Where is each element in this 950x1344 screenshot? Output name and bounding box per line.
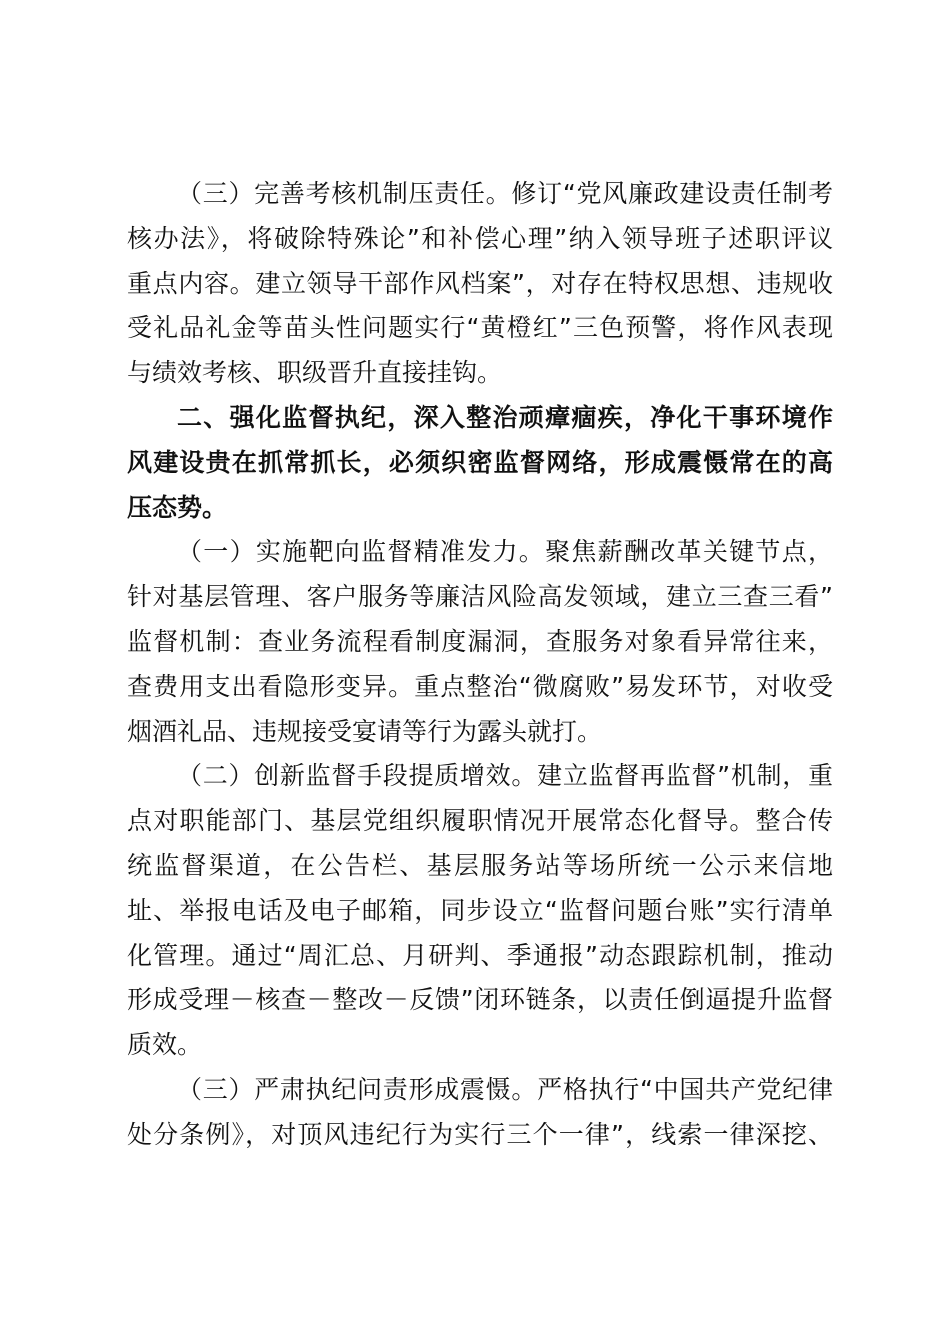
text-line: 针对基层管理、客户服务等廉洁风险高发领域，建立三查三看” [127, 582, 833, 612]
text-line: 受礼品礼金等苗头性问题实行“黄橙红”三色预警，将作风表现 [127, 313, 833, 343]
text-line: （一）实施靶向监督精准发力。聚焦薪酬改革关键节点， [177, 537, 833, 567]
text-line: 与绩效考核、职级晋升直接挂钩。 [127, 358, 503, 388]
text-line: 点对职能部门、基层党组织履职情况开展常态化督导。整合传 [127, 806, 833, 836]
text-line: 烟酒礼品、违规接受宴请等行为露头就打。 [127, 716, 603, 746]
text-line: 查费用支出看隐形变异。重点整治“微腐败”易发环节，对收受 [127, 671, 833, 701]
text-line: 形成受理－核查－整改－反馈”闭环链条，以责任倒逼提升监督 [127, 985, 833, 1015]
text-line: 址、举报电话及电子邮箱，同步设立“监督问题台账”实行清单 [127, 895, 833, 925]
text-line: （三）完善考核机制压责任。修订“党风廉政建设责任制考 [177, 179, 833, 208]
document-body [127, 172, 833, 1158]
paragraph-strict-discipline [127, 1068, 833, 1158]
text-line: （二）创新监督手段提质增效。建立监督再监督”机制，重 [177, 761, 833, 791]
text-line: 处分条例》，对顶风违纪行为实行三个一律”，线索一律深挖、 [127, 1119, 833, 1149]
text-line: 化管理。通过“周汇总、月研判、季通报”动态跟踪机制，推动 [127, 940, 833, 970]
paragraph-innovate-supervision [127, 754, 833, 1068]
text-line: 核办法》，将破除特殊论”和补偿心理”纳入领导班子述职评议 [127, 223, 833, 253]
section-heading-supervision [127, 396, 833, 530]
heading-line: 二、强化监督执纪，深入整治顽瘴痼疾，净化干事环境作 [177, 402, 833, 432]
text-line: 统监督渠道，在公告栏、基层服务站等场所统一公示来信地 [127, 850, 833, 880]
paragraph-targeted-supervision [127, 530, 833, 754]
heading-line: 压态势。 [127, 492, 228, 522]
text-line: （三）严肃执纪问责形成震慑。严格执行“中国共产党纪律 [177, 1074, 833, 1104]
text-line: 质效。 [127, 1030, 203, 1060]
text-line: 监督机制：查业务流程看制度漏洞，查服务对象看异常往来， [127, 626, 833, 656]
heading-line: 风建设贵在抓常抓长，必须织密监督网络，形成震慑常在的高 [127, 447, 833, 477]
paragraph-assessment-mechanism [127, 172, 833, 396]
text-line: 重点内容。建立领导干部作风档案”，对存在特权思想、违规收 [127, 268, 833, 298]
